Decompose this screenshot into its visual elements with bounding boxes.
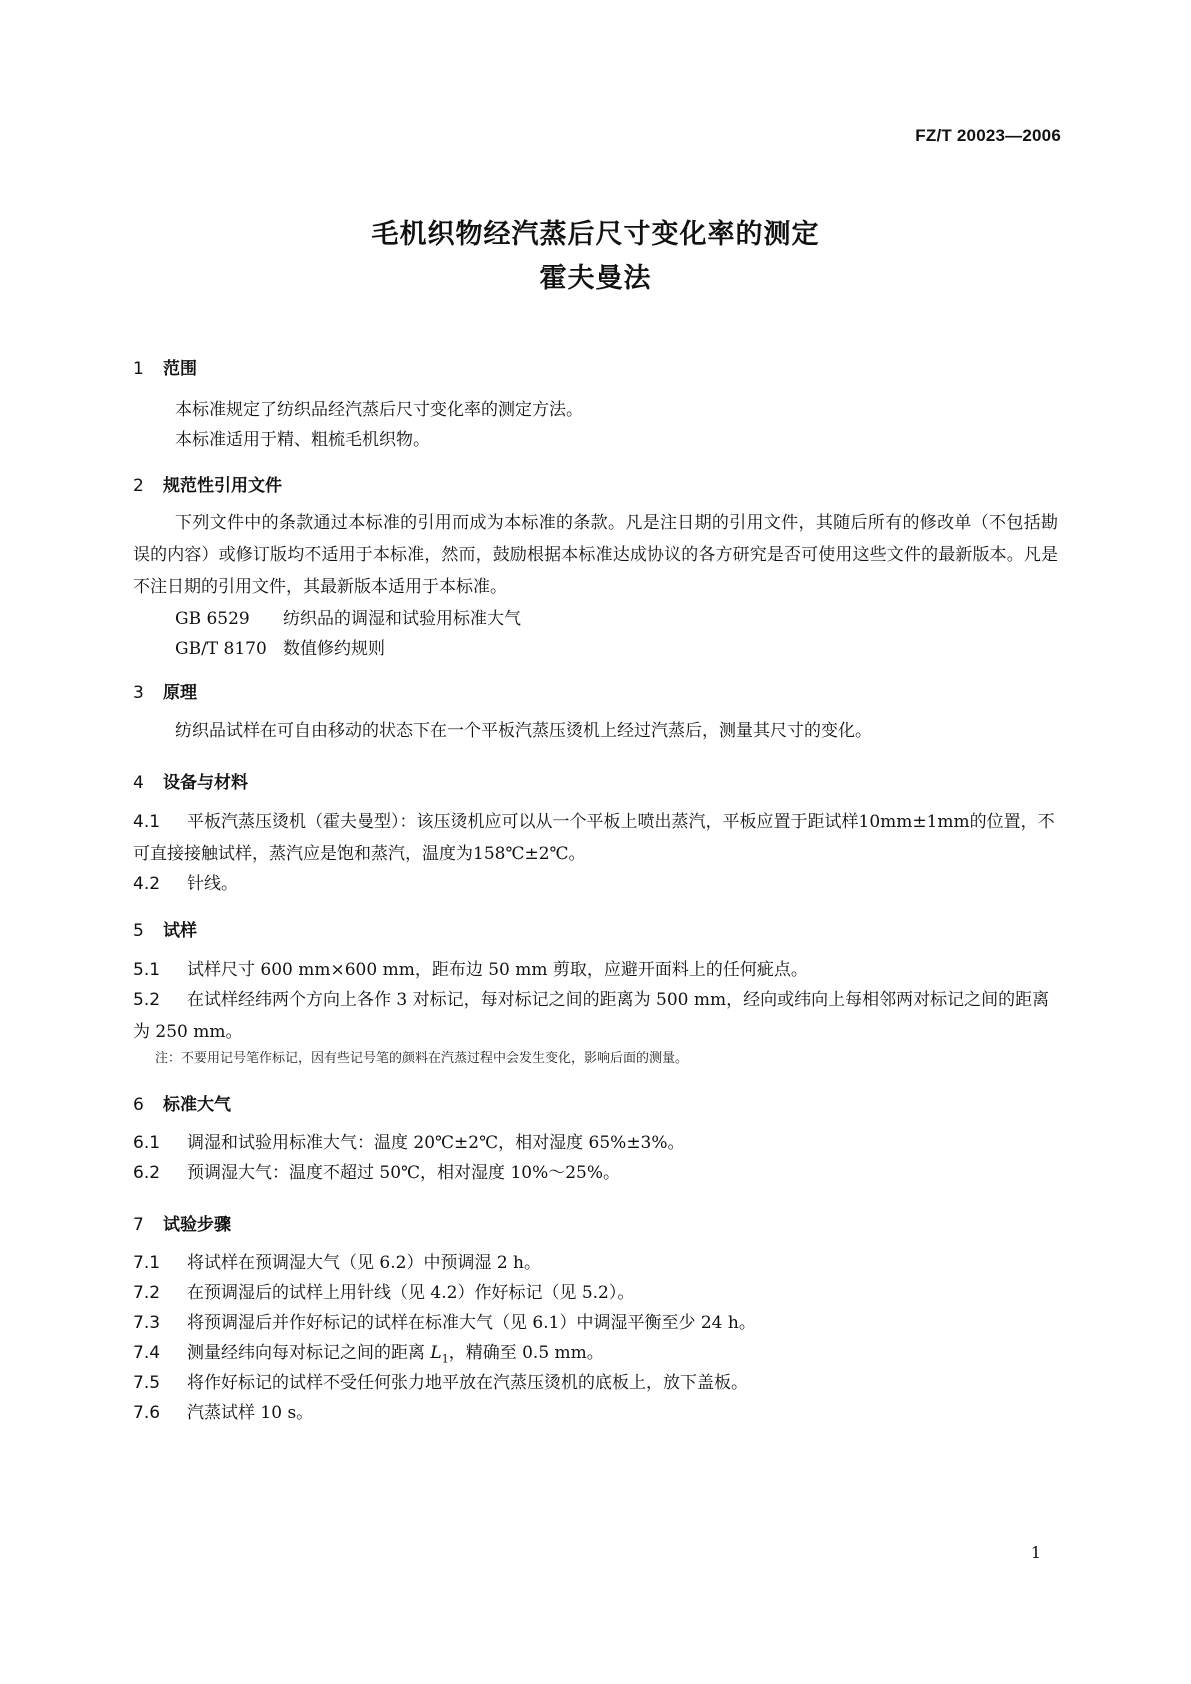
section-title: 试样 <box>163 921 197 941</box>
clause-text: 汽蒸试样 10 s。 <box>187 1403 314 1423</box>
section-title: 试验步骤 <box>163 1215 231 1235</box>
clause-text: 预调湿大气：温度不超过 50℃，相对湿度 10%～25%。 <box>187 1163 621 1183</box>
clause-item <box>133 1157 1058 1189</box>
section-3-heading <box>133 678 197 703</box>
section-5-heading <box>133 916 197 941</box>
section-1-paragraph-1: 本标准规定了纺织品经汽蒸后尺寸变化率的测定方法。 <box>175 400 583 420</box>
clause-text: 针线。 <box>187 874 238 894</box>
clause-number: 7.1 <box>133 1253 161 1273</box>
section-title: 规范性引用文件 <box>163 476 282 496</box>
page-number: 1 <box>1030 1543 1041 1562</box>
clause-item <box>133 1307 1058 1339</box>
clause-text: 平板汽蒸压烫机（霍夫曼型）：该压烫机应可以从一个平板上喷出蒸汽，平板应置于距试样10mm±1mm的位置，不可直接接触试样，蒸汽应是饱和蒸汽，温度为158℃±2℃。 <box>133 812 1055 864</box>
reference-title: 数值修约规则 <box>283 639 385 659</box>
clause-number: 4.1 <box>133 812 161 832</box>
section-number: 3 <box>133 683 144 703</box>
clause-item <box>133 1367 1058 1399</box>
document-subtitle: 霍夫曼法 <box>539 263 652 294</box>
reference-code: GB/T 8170 <box>175 639 267 659</box>
section-3-paragraph: 纺织品试样在可自由移动的状态下在一个平板汽蒸压烫机上经过汽蒸后，测量其尺寸的变化。 <box>175 721 872 741</box>
section-1-paragraph-2: 本标准适用于精、粗梳毛机织物。 <box>175 430 430 450</box>
clause-number: 7.4 <box>133 1343 161 1363</box>
clause-number: 4.2 <box>133 874 161 894</box>
clause-text-continued: ，精确至 0.5 mm。 <box>448 1343 604 1363</box>
section-6-heading <box>133 1090 231 1115</box>
clause-item <box>133 806 1058 870</box>
clause-item <box>133 954 1058 986</box>
clause-text: 将预调湿后并作好标记的试样在标准大气（见 6.1）中调湿平衡至少 24 h。 <box>187 1313 756 1333</box>
section-number: 4 <box>133 773 144 793</box>
clause-item <box>133 1247 1058 1279</box>
clause-text: 试样尺寸 600 mm×600 mm，距布边 50 mm 剪取，应避开面料上的任何疵点。 <box>187 960 808 980</box>
section-2-heading <box>133 471 282 496</box>
section-7-heading <box>133 1210 231 1235</box>
clause-number: 7.5 <box>133 1373 161 1393</box>
reference-code: GB 6529 <box>175 609 250 629</box>
clause-item <box>133 868 1058 900</box>
section-title: 原理 <box>163 683 197 703</box>
section-title: 设备与材料 <box>163 773 248 793</box>
clause-number: 5.2 <box>133 990 161 1010</box>
variable-subscript: 1 <box>441 1352 449 1366</box>
section-2-paragraph: 下列文件中的条款通过本标准的引用而成为本标准的条款。凡是注日期的引用文件，其随后所有的修改单（不包括勘误的内容）或修订版均不适用于本标准，然而，鼓励根据本标准达成协议的各方研究是否可使用这些文件的最新版本。凡是不注日期的引用文件，其最新版本适用于本标准。 <box>133 513 1058 597</box>
section-number: 6 <box>133 1095 144 1115</box>
clause-text: 将试样在预调湿大气（见 6.2）中预调湿 2 h。 <box>187 1253 542 1273</box>
standard-code: FZ/T 20023—2006 <box>915 126 1061 145</box>
clause-item <box>133 1277 1058 1309</box>
variable-symbol: L <box>430 1343 442 1363</box>
clause-number: 5.1 <box>133 960 161 980</box>
clause-item <box>133 1127 1058 1159</box>
section-number: 1 <box>133 359 144 379</box>
clause-number: 7.3 <box>133 1313 161 1333</box>
section-number: 7 <box>133 1215 144 1235</box>
clause-number: 6.2 <box>133 1163 161 1183</box>
document-title: 毛机织物经汽蒸后尺寸变化率的测定 <box>371 219 820 250</box>
section-4-heading <box>133 768 248 793</box>
clause-item <box>133 1397 1058 1429</box>
normative-reference <box>175 634 385 659</box>
section-number: 5 <box>133 921 144 941</box>
section-number: 2 <box>133 476 144 496</box>
clause-number: 6.1 <box>133 1133 161 1153</box>
clause-number: 7.6 <box>133 1403 161 1423</box>
clause-text: 调湿和试验用标准大气：温度 20℃±2℃，相对湿度 65%±3%。 <box>187 1133 685 1153</box>
section-1-heading <box>133 354 197 379</box>
clause-item <box>133 984 1058 1048</box>
clause-text: 在试样经纬两个方向上各作 3 对标记，每对标记之间的距离为 500 mm，经向或纬向上每相邻两对标记之间的距离为 250 mm。 <box>133 990 1050 1042</box>
clause-number: 7.2 <box>133 1283 161 1303</box>
clause-text: 将作好标记的试样不受任何张力地平放在汽蒸压烫机的底板上，放下盖板。 <box>187 1373 748 1393</box>
clause-text: 测量经纬向每对标记之间的距离 <box>187 1343 431 1363</box>
clause-text: 在预调湿后的试样上用针线（见 4.2）作好标记（见 5.2）。 <box>187 1283 635 1303</box>
note: 注：不要用记号笔作标记，因有些记号笔的颜料在汽蒸过程中会发生变化，影响后面的测量。 <box>155 1051 689 1066</box>
reference-title: 纺织品的调湿和试验用标准大气 <box>283 609 521 629</box>
normative-reference <box>175 604 521 629</box>
section-title: 范围 <box>163 359 197 379</box>
section-title: 标准大气 <box>163 1095 231 1115</box>
